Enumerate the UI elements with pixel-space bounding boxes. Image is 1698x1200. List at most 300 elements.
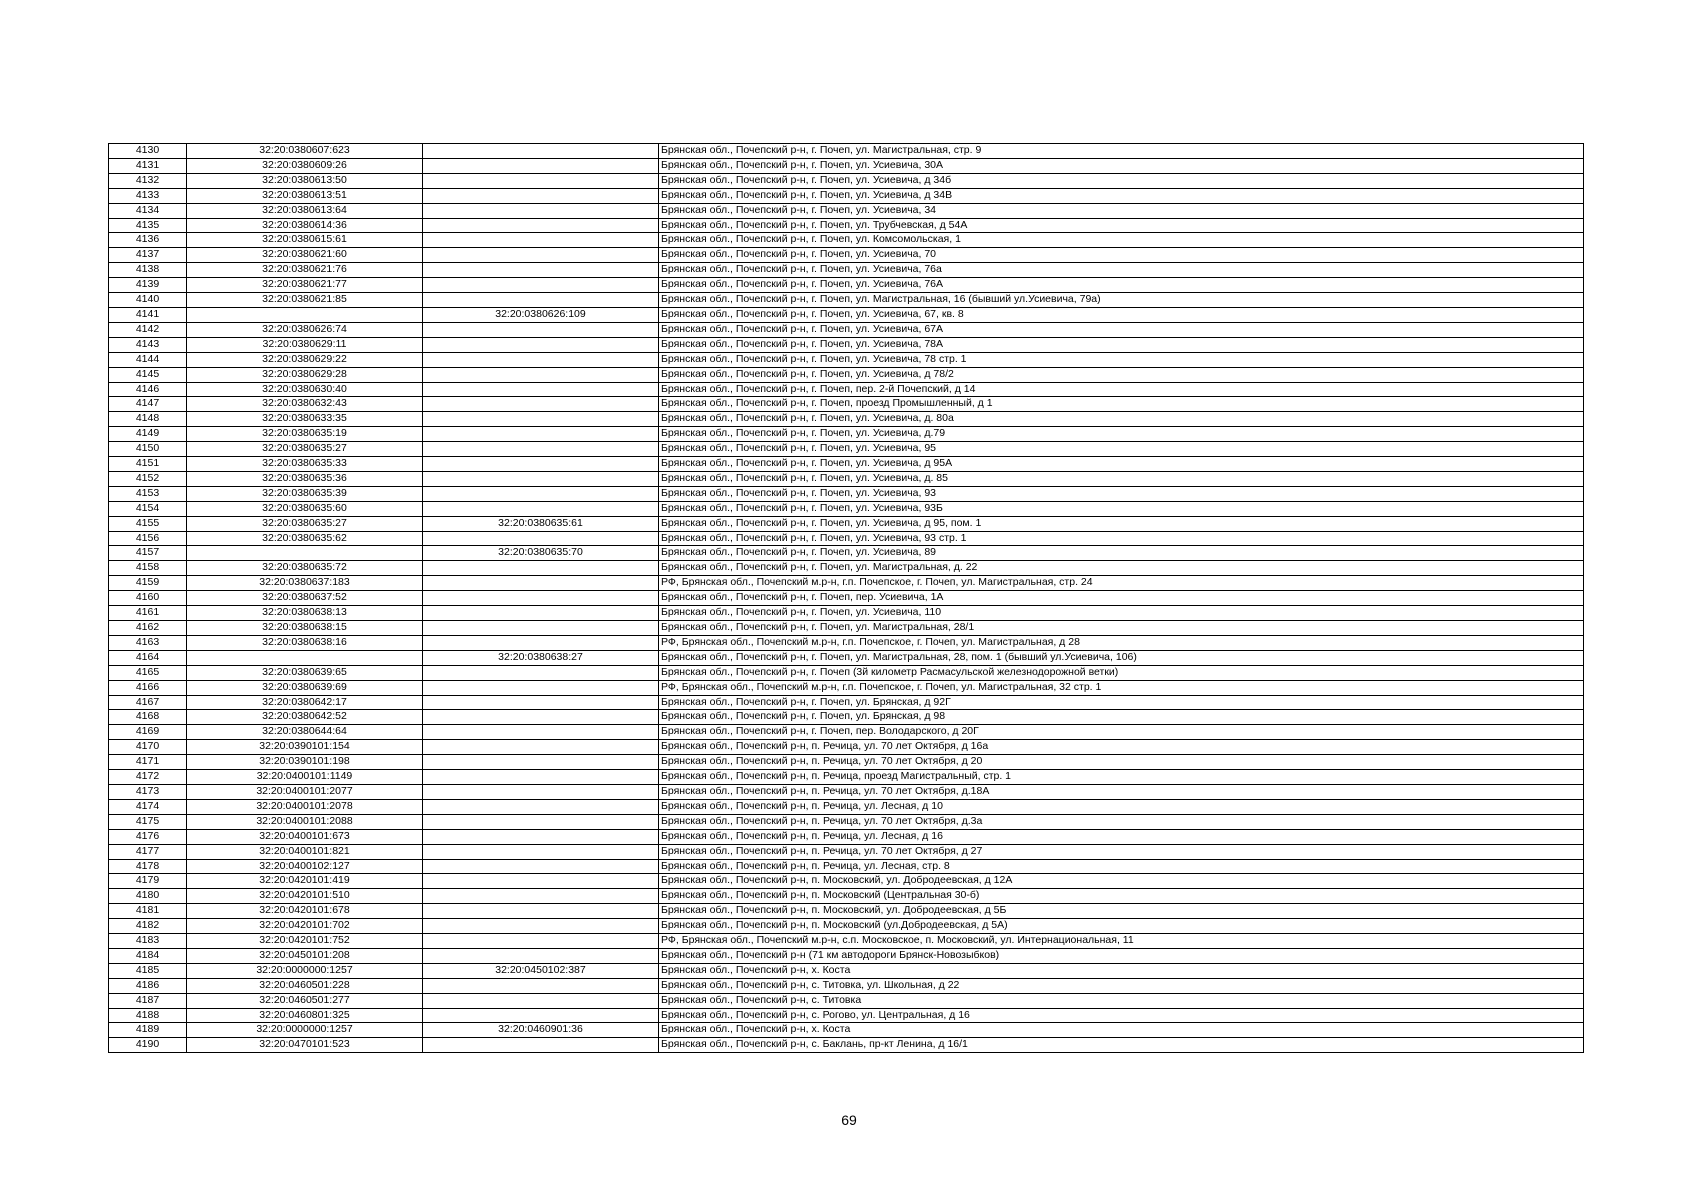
cadastral-number-cell: 32:20:0380637:52 [187,591,423,606]
row-number-cell: 4185 [109,963,187,978]
related-cadastral-number-cell [423,919,659,934]
related-cadastral-number-cell [423,427,659,442]
address-cell: Брянская обл., Почепский р-н, г. Почеп, ул. Усиевича, 70 [659,248,1584,263]
related-cadastral-number-cell [423,248,659,263]
cadastral-number-cell: 32:20:0380615:61 [187,233,423,248]
table-row [109,203,1584,218]
cadastral-number-cell: 32:20:0380621:76 [187,263,423,278]
related-cadastral-number-cell [423,144,659,159]
table-row [109,397,1584,412]
table-row [109,188,1584,203]
row-number-cell: 4151 [109,457,187,472]
related-cadastral-number-cell [423,397,659,412]
address-cell: Брянская обл., Почепский р-н, г. Почеп, ул. Усиевича, 93 [659,486,1584,501]
table-row [109,233,1584,248]
related-cadastral-number-cell [423,740,659,755]
cadastral-number-cell: 32:20:0380642:52 [187,710,423,725]
address-cell: Брянская обл., Почепский р-н, г. Почеп, ул. Усиевича, д 78/2 [659,367,1584,382]
row-number-cell: 4159 [109,576,187,591]
address-cell: Брянская обл., Почепский р-н, п. Речица, ул. Лесная, д 16 [659,829,1584,844]
table-row [109,561,1584,576]
row-number-cell: 4162 [109,621,187,636]
row-number-cell: 4188 [109,1008,187,1023]
address-cell: Брянская обл., Почепский р-н, х. Коста [659,963,1584,978]
table-row [109,1038,1584,1053]
table-row [109,307,1584,322]
related-cadastral-number-cell [423,457,659,472]
row-number-cell: 4145 [109,367,187,382]
address-cell: Брянская обл., Почепский р-н, г. Почеп, ул. Усиевича, 67, кв. 8 [659,307,1584,322]
cadastral-number-cell: 32:20:0380613:50 [187,173,423,188]
row-number-cell: 4136 [109,233,187,248]
related-cadastral-number-cell [423,621,659,636]
related-cadastral-number-cell: 32:20:0380626:109 [423,307,659,322]
address-cell: Брянская обл., Почепский р-н, п. Речица, проезд Магистральный, стр. 1 [659,770,1584,785]
cadastral-number-cell: 32:20:0380607:623 [187,144,423,159]
related-cadastral-number-cell [423,471,659,486]
address-cell: Брянская обл., Почепский р-н, с. Рогово, ул. Центральная, д 16 [659,1008,1584,1023]
row-number-cell: 4174 [109,799,187,814]
cadastral-number-cell: 32:20:0380642:17 [187,695,423,710]
registry-table-body [109,144,1584,1053]
table-row [109,248,1584,263]
address-cell: Брянская обл., Почепский р-н, г. Почеп, ул. Трубчевская, д 54А [659,218,1584,233]
table-row [109,352,1584,367]
registry-table [108,143,1584,1053]
cadastral-number-cell: 32:20:0380621:60 [187,248,423,263]
table-row [109,904,1584,919]
address-cell: Брянская обл., Почепский р-н, г. Почеп, ул. Усиевича, д 34б [659,173,1584,188]
related-cadastral-number-cell [423,904,659,919]
related-cadastral-number-cell [423,158,659,173]
address-cell: Брянская обл., Почепский р-н, г. Почеп, ул. Комсомольская, 1 [659,233,1584,248]
related-cadastral-number-cell [423,293,659,308]
cadastral-number-cell: 32:20:0380609:26 [187,158,423,173]
address-cell: Брянская обл., Почепский р-н, г. Почеп, ул. Магистральная, д. 22 [659,561,1584,576]
table-row [109,963,1584,978]
row-number-cell: 4147 [109,397,187,412]
related-cadastral-number-cell [423,337,659,352]
table-row [109,874,1584,889]
address-cell: Брянская обл., Почепский р-н, п. Московский, ул. Добродеевская, д 5Б [659,904,1584,919]
cadastral-number-cell: 32:20:0380635:19 [187,427,423,442]
row-number-cell: 4141 [109,307,187,322]
table-row [109,322,1584,337]
table-row [109,710,1584,725]
cadastral-number-cell: 32:20:0420101:510 [187,889,423,904]
address-cell: Брянская обл., Почепский р-н, г. Почеп, ул. Усиевича, д 34В [659,188,1584,203]
row-number-cell: 4182 [109,919,187,934]
cadastral-number-cell: 32:20:0380629:28 [187,367,423,382]
related-cadastral-number-cell: 32:20:0380638:27 [423,650,659,665]
cadastral-number-cell: 32:20:0380632:43 [187,397,423,412]
table-row [109,829,1584,844]
row-number-cell: 4144 [109,352,187,367]
address-cell: Брянская обл., Почепский р-н, г. Почеп, ул. Усиевича, д. 85 [659,471,1584,486]
cadastral-number-cell: 32:20:0380635:27 [187,516,423,531]
row-number-cell: 4137 [109,248,187,263]
table-row [109,457,1584,472]
cadastral-number-cell: 32:20:0400101:673 [187,829,423,844]
cadastral-number-cell: 32:20:0380635:39 [187,486,423,501]
row-number-cell: 4143 [109,337,187,352]
row-number-cell: 4135 [109,218,187,233]
row-number-cell: 4161 [109,606,187,621]
table-row [109,278,1584,293]
row-number-cell: 4189 [109,1023,187,1038]
row-number-cell: 4166 [109,680,187,695]
table-row [109,978,1584,993]
related-cadastral-number-cell [423,218,659,233]
table-row [109,814,1584,829]
cadastral-number-cell: 32:20:0470101:523 [187,1038,423,1053]
table-row [109,919,1584,934]
table-row [109,934,1584,949]
address-cell: Брянская обл., Почепский р-н, г. Почеп, ул. Усиевича, 95 [659,442,1584,457]
related-cadastral-number-cell: 32:20:0450102:387 [423,963,659,978]
address-cell: Брянская обл., Почепский р-н, г. Почеп, ул. Усиевича, 76А [659,278,1584,293]
cadastral-number-cell: 32:20:0380626:74 [187,322,423,337]
table-row [109,516,1584,531]
table-row [109,844,1584,859]
row-number-cell: 4138 [109,263,187,278]
address-cell: Брянская обл., Почепский р-н, п. Речица, ул. 70 лет Октября, д 20 [659,755,1584,770]
table-row [109,173,1584,188]
related-cadastral-number-cell [423,322,659,337]
cadastral-number-cell: 32:20:0380614:36 [187,218,423,233]
related-cadastral-number-cell [423,844,659,859]
address-cell: Брянская обл., Почепский р-н, г. Почеп, ул. Магистральная, 28/1 [659,621,1584,636]
related-cadastral-number-cell [423,725,659,740]
related-cadastral-number-cell [423,635,659,650]
cadastral-number-cell: 32:20:0380629:22 [187,352,423,367]
related-cadastral-number-cell [423,829,659,844]
table-row [109,263,1584,278]
related-cadastral-number-cell [423,859,659,874]
related-cadastral-number-cell [423,233,659,248]
related-cadastral-number-cell [423,948,659,963]
row-number-cell: 4131 [109,158,187,173]
cadastral-number-cell: 32:20:0380644:64 [187,725,423,740]
table-row [109,784,1584,799]
table-row [109,337,1584,352]
related-cadastral-number-cell [423,1038,659,1053]
cadastral-number-cell: 32:20:0420101:752 [187,934,423,949]
table-row [109,442,1584,457]
cadastral-number-cell: 32:20:0000000:1257 [187,963,423,978]
related-cadastral-number-cell [423,695,659,710]
related-cadastral-number-cell [423,889,659,904]
address-cell: Брянская обл., Почепский р-н, с. Баклань, пр-кт Ленина, д 16/1 [659,1038,1584,1053]
related-cadastral-number-cell [423,784,659,799]
table-row [109,531,1584,546]
address-cell: Брянская обл., Почепский р-н, г. Почеп, ул. Брянская, д 92Г [659,695,1584,710]
cadastral-number-cell: 32:20:0400101:1149 [187,770,423,785]
row-number-cell: 4179 [109,874,187,889]
cadastral-number-cell: 32:20:0380638:15 [187,621,423,636]
related-cadastral-number-cell [423,173,659,188]
table-row [109,740,1584,755]
row-number-cell: 4177 [109,844,187,859]
table-row [109,293,1584,308]
address-cell: Брянская обл., Почепский р-н, п. Речица, ул. Лесная, стр. 8 [659,859,1584,874]
cadastral-number-cell: 32:20:0380613:51 [187,188,423,203]
row-number-cell: 4190 [109,1038,187,1053]
related-cadastral-number-cell [423,367,659,382]
cadastral-number-cell: 32:20:0380637:183 [187,576,423,591]
table-row [109,576,1584,591]
address-cell: РФ, Брянская обл., Почепский м.р-н, г.п. Почепское, г. Почеп, ул. Магистральная, стр. 24 [659,576,1584,591]
row-number-cell: 4181 [109,904,187,919]
cadastral-number-cell: 32:20:0400101:2077 [187,784,423,799]
related-cadastral-number-cell [423,576,659,591]
address-cell: Брянская обл., Почепский р-н, г. Почеп, пер. Усиевича, 1А [659,591,1584,606]
related-cadastral-number-cell [423,978,659,993]
address-cell: Брянская обл., Почепский р-н, п. Московский, ул. Добродеевская, д 12А [659,874,1584,889]
row-number-cell: 4139 [109,278,187,293]
address-cell: Брянская обл., Почепский р-н, г. Почеп, ул. Усиевича, 67А [659,322,1584,337]
table-row [109,680,1584,695]
related-cadastral-number-cell [423,680,659,695]
address-cell: Брянская обл., Почепский р-н, г. Почеп, ул. Усиевича, 110 [659,606,1584,621]
table-row [109,427,1584,442]
cadastral-number-cell: 32:20:0400101:2078 [187,799,423,814]
row-number-cell: 4183 [109,934,187,949]
row-number-cell: 4173 [109,784,187,799]
cadastral-number-cell: 32:20:0460801:325 [187,1008,423,1023]
related-cadastral-number-cell [423,874,659,889]
address-cell: Брянская обл., Почепский р-н, г. Почеп, ул. Магистральная, 28, пом. 1 (бывший ул.Усиевича, 106) [659,650,1584,665]
cadastral-number-cell: 32:20:0000000:1257 [187,1023,423,1038]
address-cell: Брянская обл., Почепский р-н, с. Титовка, ул. Школьная, д 22 [659,978,1584,993]
address-cell: Брянская обл., Почепский р-н, г. Почеп, ул. Брянская, д 98 [659,710,1584,725]
table-row [109,650,1584,665]
related-cadastral-number-cell [423,531,659,546]
row-number-cell: 4150 [109,442,187,457]
table-row [109,635,1584,650]
row-number-cell: 4130 [109,144,187,159]
cadastral-number-cell [187,307,423,322]
row-number-cell: 4158 [109,561,187,576]
related-cadastral-number-cell [423,799,659,814]
address-cell: Брянская обл., Почепский р-н, п. Речица, ул. Лесная, д 10 [659,799,1584,814]
related-cadastral-number-cell [423,561,659,576]
page-number: 69 [841,1112,857,1128]
table-row [109,799,1584,814]
related-cadastral-number-cell [423,486,659,501]
address-cell: Брянская обл., Почепский р-н, г. Почеп, ул. Усиевича, 78 стр. 1 [659,352,1584,367]
related-cadastral-number-cell [423,770,659,785]
related-cadastral-number-cell: 32:20:0380635:61 [423,516,659,531]
cadastral-number-cell: 32:20:0420101:419 [187,874,423,889]
address-cell: Брянская обл., Почепский р-н, г. Почеп, ул. Усиевича, 78А [659,337,1584,352]
table-row [109,367,1584,382]
address-cell: Брянская обл., Почепский р-н, г. Почеп, пер. 2-й Почепский, д 14 [659,382,1584,397]
address-cell: Брянская обл., Почепский р-н, п. Речица, ул. 70 лет Октября, д 16а [659,740,1584,755]
table-row [109,382,1584,397]
row-number-cell: 4152 [109,471,187,486]
address-cell: РФ, Брянская обл., Почепский м.р-н, г.п. Почепское, г. Почеп, ул. Магистральная, д 28 [659,635,1584,650]
table-row [109,1023,1584,1038]
table-row [109,546,1584,561]
address-cell: Брянская обл., Почепский р-н, г. Почеп, ул. Усиевича, д 95А [659,457,1584,472]
cadastral-number-cell: 32:20:0380635:27 [187,442,423,457]
row-number-cell: 4175 [109,814,187,829]
table-row [109,725,1584,740]
related-cadastral-number-cell [423,188,659,203]
cadastral-number-cell [187,546,423,561]
cadastral-number-cell: 32:20:0400101:821 [187,844,423,859]
row-number-cell: 4187 [109,993,187,1008]
address-cell: Брянская обл., Почепский р-н, г. Почеп, ул. Усиевича, 89 [659,546,1584,561]
table-row [109,695,1584,710]
row-number-cell: 4171 [109,755,187,770]
row-number-cell: 4169 [109,725,187,740]
row-number-cell: 4149 [109,427,187,442]
row-number-cell: 4160 [109,591,187,606]
related-cadastral-number-cell [423,442,659,457]
row-number-cell: 4168 [109,710,187,725]
cadastral-number-cell: 32:20:0390101:154 [187,740,423,755]
related-cadastral-number-cell [423,412,659,427]
row-number-cell: 4176 [109,829,187,844]
table-row [109,665,1584,680]
cadastral-number-cell: 32:20:0380633:35 [187,412,423,427]
address-cell: Брянская обл., Почепский р-н, п. Речица, ул. 70 лет Октября, д.3а [659,814,1584,829]
cadastral-number-cell: 32:20:0400101:2088 [187,814,423,829]
table-row [109,158,1584,173]
address-cell: Брянская обл., Почепский р-н, г. Почеп, ул. Магистральная, стр. 9 [659,144,1584,159]
address-cell: РФ, Брянская обл., Почепский м.р-н, г.п. Почепское, г. Почеп, ул. Магистральная, 32 стр. 1 [659,680,1584,695]
row-number-cell: 4153 [109,486,187,501]
related-cadastral-number-cell [423,203,659,218]
related-cadastral-number-cell [423,814,659,829]
cadastral-number-cell: 32:20:0450101:208 [187,948,423,963]
row-number-cell: 4180 [109,889,187,904]
related-cadastral-number-cell [423,382,659,397]
document-sheet [108,143,1583,1053]
row-number-cell: 4146 [109,382,187,397]
row-number-cell: 4148 [109,412,187,427]
row-number-cell: 4157 [109,546,187,561]
row-number-cell: 4170 [109,740,187,755]
related-cadastral-number-cell: 32:20:0380635:70 [423,546,659,561]
table-row [109,218,1584,233]
cadastral-number-cell: 32:20:0380635:36 [187,471,423,486]
related-cadastral-number-cell [423,352,659,367]
cadastral-number-cell: 32:20:0380635:33 [187,457,423,472]
row-number-cell: 4133 [109,188,187,203]
row-number-cell: 4167 [109,695,187,710]
row-number-cell: 4184 [109,948,187,963]
cadastral-number-cell: 32:20:0380630:40 [187,382,423,397]
address-cell: Брянская обл., Почепский р-н, г. Почеп, ул. Усиевича, 34 [659,203,1584,218]
row-number-cell: 4142 [109,322,187,337]
row-number-cell: 4140 [109,293,187,308]
row-number-cell: 4178 [109,859,187,874]
address-cell: Брянская обл., Почепский р-н, г. Почеп, ул. Усиевича, д.79 [659,427,1584,442]
related-cadastral-number-cell [423,710,659,725]
address-cell: Брянская обл., Почепский р-н, г. Почеп, ул. Усиевича, д 95, пом. 1 [659,516,1584,531]
row-number-cell: 4132 [109,173,187,188]
related-cadastral-number-cell [423,934,659,949]
cadastral-number-cell: 32:20:0460501:277 [187,993,423,1008]
table-row [109,859,1584,874]
row-number-cell: 4156 [109,531,187,546]
address-cell: Брянская обл., Почепский р-н, с. Титовка [659,993,1584,1008]
cadastral-number-cell: 32:20:0380639:65 [187,665,423,680]
address-cell: Брянская обл., Почепский р-н, г. Почеп, ул. Усиевича, 93Б [659,501,1584,516]
row-number-cell: 4154 [109,501,187,516]
row-number-cell: 4186 [109,978,187,993]
cadastral-number-cell: 32:20:0380621:85 [187,293,423,308]
cadastral-number-cell: 32:20:0420101:702 [187,919,423,934]
address-cell: Брянская обл., Почепский р-н, г. Почеп (3й километр Расмасульской железнодорожной ветки) [659,665,1584,680]
address-cell: Брянская обл., Почепский р-н, х. Коста [659,1023,1584,1038]
table-row [109,948,1584,963]
row-number-cell: 4164 [109,650,187,665]
cadastral-number-cell: 32:20:0380621:77 [187,278,423,293]
cadastral-number-cell: 32:20:0380629:11 [187,337,423,352]
address-cell: Брянская обл., Почепский р-н (71 км автодороги Брянск-Новозыбков) [659,948,1584,963]
cadastral-number-cell: 32:20:0380638:16 [187,635,423,650]
related-cadastral-number-cell [423,606,659,621]
table-row [109,606,1584,621]
table-row [109,471,1584,486]
address-cell: Брянская обл., Почепский р-н, г. Почеп, пер. Володарского, д 20Г [659,725,1584,740]
cadastral-number-cell: 32:20:0380639:69 [187,680,423,695]
table-row [109,1008,1584,1023]
table-row [109,501,1584,516]
row-number-cell: 4134 [109,203,187,218]
cadastral-number-cell: 32:20:0380635:72 [187,561,423,576]
address-cell: Брянская обл., Почепский р-н, п. Речица, ул. 70 лет Октября, д 27 [659,844,1584,859]
address-cell: РФ, Брянская обл., Почепский м.р-н, с.п. Московское, п. Московский, ул. Интернациональная, 11 [659,934,1584,949]
related-cadastral-number-cell [423,665,659,680]
cadastral-number-cell: 32:20:0380613:64 [187,203,423,218]
related-cadastral-number-cell [423,263,659,278]
related-cadastral-number-cell [423,755,659,770]
row-number-cell: 4163 [109,635,187,650]
table-row [109,770,1584,785]
address-cell: Брянская обл., Почепский р-н, п. Речица, ул. 70 лет Октября, д.18А [659,784,1584,799]
cadastral-number-cell: 32:20:0380635:62 [187,531,423,546]
address-cell: Брянская обл., Почепский р-н, г. Почеп, проезд Промышленный, д 1 [659,397,1584,412]
related-cadastral-number-cell: 32:20:0460901:36 [423,1023,659,1038]
related-cadastral-number-cell [423,993,659,1008]
cadastral-number-cell: 32:20:0380635:60 [187,501,423,516]
cadastral-number-cell: 32:20:0420101:678 [187,904,423,919]
address-cell: Брянская обл., Почепский р-н, п. Московский (ул.Добродеевская, д 5А) [659,919,1584,934]
cadastral-number-cell [187,650,423,665]
table-row [109,144,1584,159]
table-row [109,993,1584,1008]
table-row [109,621,1584,636]
address-cell: Брянская обл., Почепский р-н, г. Почеп, ул. Магистральная, 16 (бывший ул.Усиевича, 79а) [659,293,1584,308]
address-cell: Брянская обл., Почепский р-н, п. Московский (Центральная 30-б) [659,889,1584,904]
row-number-cell: 4172 [109,770,187,785]
table-row [109,755,1584,770]
address-cell: Брянская обл., Почепский р-н, г. Почеп, ул. Усиевича, 93 стр. 1 [659,531,1584,546]
address-cell: Брянская обл., Почепский р-н, г. Почеп, ул. Усиевича, 76а [659,263,1584,278]
related-cadastral-number-cell [423,591,659,606]
table-row [109,889,1584,904]
related-cadastral-number-cell [423,501,659,516]
cadastral-number-cell: 32:20:0460501:228 [187,978,423,993]
cadastral-number-cell: 32:20:0390101:198 [187,755,423,770]
address-cell: Брянская обл., Почепский р-н, г. Почеп, ул. Усиевича, 30А [659,158,1584,173]
row-number-cell: 4165 [109,665,187,680]
